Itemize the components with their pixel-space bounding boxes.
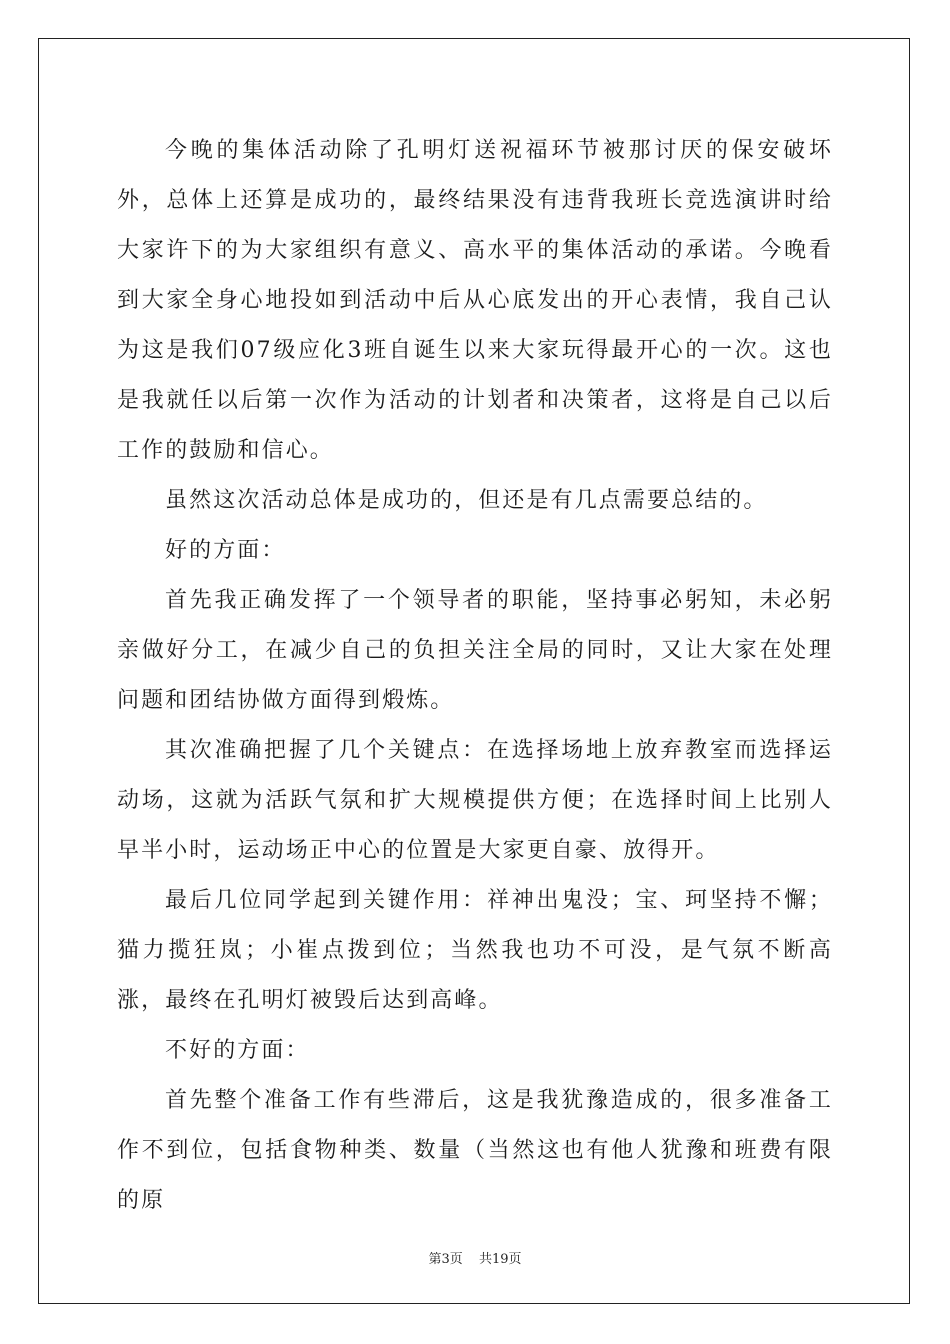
paragraph: 最后几位同学起到关键作用：祥神出鬼没；宝、珂坚持不懈；猫力揽狂岚；小崔点拨到位；当然我也功不可没，是气氛不断高涨，最终在孔明灯被毁后达到高峰。 — [117, 888, 833, 1013]
section-heading: 好的方面： — [165, 538, 286, 563]
paragraph: 虽然这次活动总体是成功的，但还是有几点需要总结的。 — [165, 488, 768, 513]
paragraph: 其次准确把握了几个关键点：在选择场地上放弃教室而选择运动场，这就为活跃气氛和扩大规模提供方便；在选择时间上比别人早半小时，运动场正中心的位置是大家更自豪、放得开。 — [117, 738, 833, 863]
section-heading: 不好的方面： — [165, 1038, 310, 1063]
paragraph: 首先我正确发挥了一个领导者的职能，坚持事必躬知，未必躬亲做好分工，在减少自己的负担关注全局的同时，又让大家在处理问题和团结协做方面得到煅炼。 — [117, 588, 833, 713]
paragraph: 今晚的集体活动除了孔明灯送祝福环节被那讨厌的保安破坏外，总体上还算是成功的，最终结果没有违背我班长竞选演讲时给大家许下的为大家组织有意义、高水平的集体活动的承诺。今晚看到大家全身心地投如到活动中后从心底发出的开心表情，我自己认为这是我们07级应化3班自诞生以来大家玩得最开心的一次。这也是我就任以后第一次作为活动的计划者和决策者，这将是自己以后工作的鼓励和信心。 — [117, 138, 833, 463]
paragraph: 首先整个准备工作有些滞后，这是我犹豫造成的，很多准备工作不到位，包括食物种类、数量（当然这也有他人犹豫和班费有限的原 — [117, 1088, 833, 1213]
page-total: 共19页 — [478, 1252, 522, 1267]
document-body — [117, 126, 833, 1226]
page-number: 第3页 — [428, 1252, 463, 1267]
page-footer — [0, 1248, 950, 1267]
